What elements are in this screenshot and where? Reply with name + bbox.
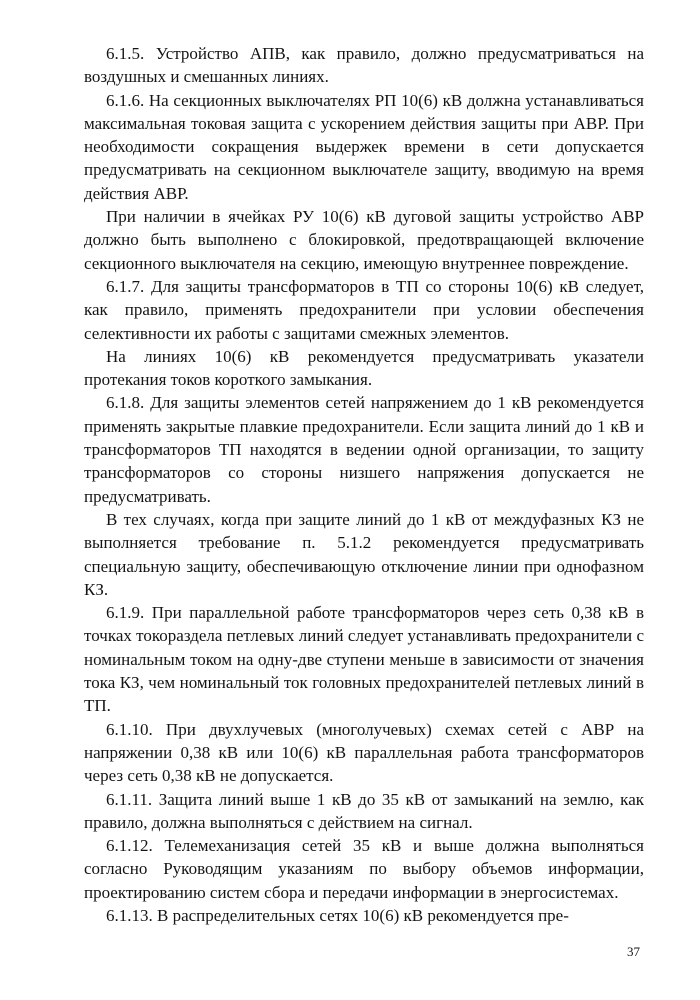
paragraph-6-1-11: 6.1.11. Защита линий выше 1 кВ до 35 кВ от замыканий на землю, как правило, должна выполняться с действием на сигнал. [84,789,644,832]
paragraph-6-1-13: 6.1.13. В распределительных сетях 10(6) кВ рекомендуется пре- [106,905,569,925]
paragraph-6-1-7-fault-indicators: На линиях 10(6) кВ рекомендуется предусматривать указатели протекания токов короткого замыкания. [84,346,644,390]
paragraph-6-1-12: 6.1.12. Телемеханизация сетей 35 кВ и выше должна выполняться согласно Руководящим указаниям по выбору объемов информации, проектированию систем сбора и передачи информации в энергосистемах. [84,836,644,902]
paragraph-6-1-8-special-protection: В тех случаях, когда при защите линий до 1 кВ от междуфазных КЗ не выполняется требование п. 5.1.2 рекомендуется предусматривать специальную защиту, обеспечивающую отключение линии при однофазном КЗ. [84,509,644,599]
paragraph-6-1-6-arc-protection: При наличии в ячейках РУ 10(6) кВ дуговой защиты устройство АВР должно быть выполнено с блокировкой, предотвращающей включение секционного выключателя на секцию, имеющую внутреннее повреждение. [84,207,644,273]
paragraph-6-1-10: 6.1.10. При двухлучевых (многолучевых) схемах сетей с АВР на напряжении 0,38 кВ или 10(6) кВ параллельная работа трансформаторов через сеть 0,38 кВ не допускается. [84,719,644,786]
paragraph-6-1-5: 6.1.5. Устройство АПВ, как правило, должно предусматриваться на воздушных и смешанных линиях. [84,44,644,87]
body-text [84,42,644,927]
paragraph-6-1-7: 6.1.7. Для защиты трансформаторов в ТП со стороны 10(6) кВ следует, как правило, применять предохранители при условии обеспечения селективности их работы с защитами смежных элементов. [84,276,644,343]
page-number: 37 [627,944,640,959]
paragraph-6-1-6: 6.1.6. На секционных выключателях РП 10(6) кВ должна устанавливаться максимальная токовая защита с ускорением действия защиты при АВР. При необходимости сокращения выдержек времени в сети допускается предусматривать на секционном выключателе защиту, вводимую на время действия АВР. [84,90,644,203]
paragraph-6-1-9: 6.1.9. При параллельной работе трансформаторов через сеть 0,38 кВ в точках токораздела петлевых линий следует устанавливать предохранители с номинальным током на одну-две ступени меньше в зависимости от значения тока КЗ, чем номинальный ток головных предохранителей петлевых линий в ТП. [84,603,644,716]
paragraph-6-1-8: 6.1.8. Для защиты элементов сетей напряжением до 1 кВ рекомендуется применять закрытые плавкие предохранители. Если защита линий до 1 кВ и трансформаторов ТП находятся в ведении одной организации, то защиту трансформаторов со стороны низшего напряжения допускается не предусматривать. [84,393,644,506]
